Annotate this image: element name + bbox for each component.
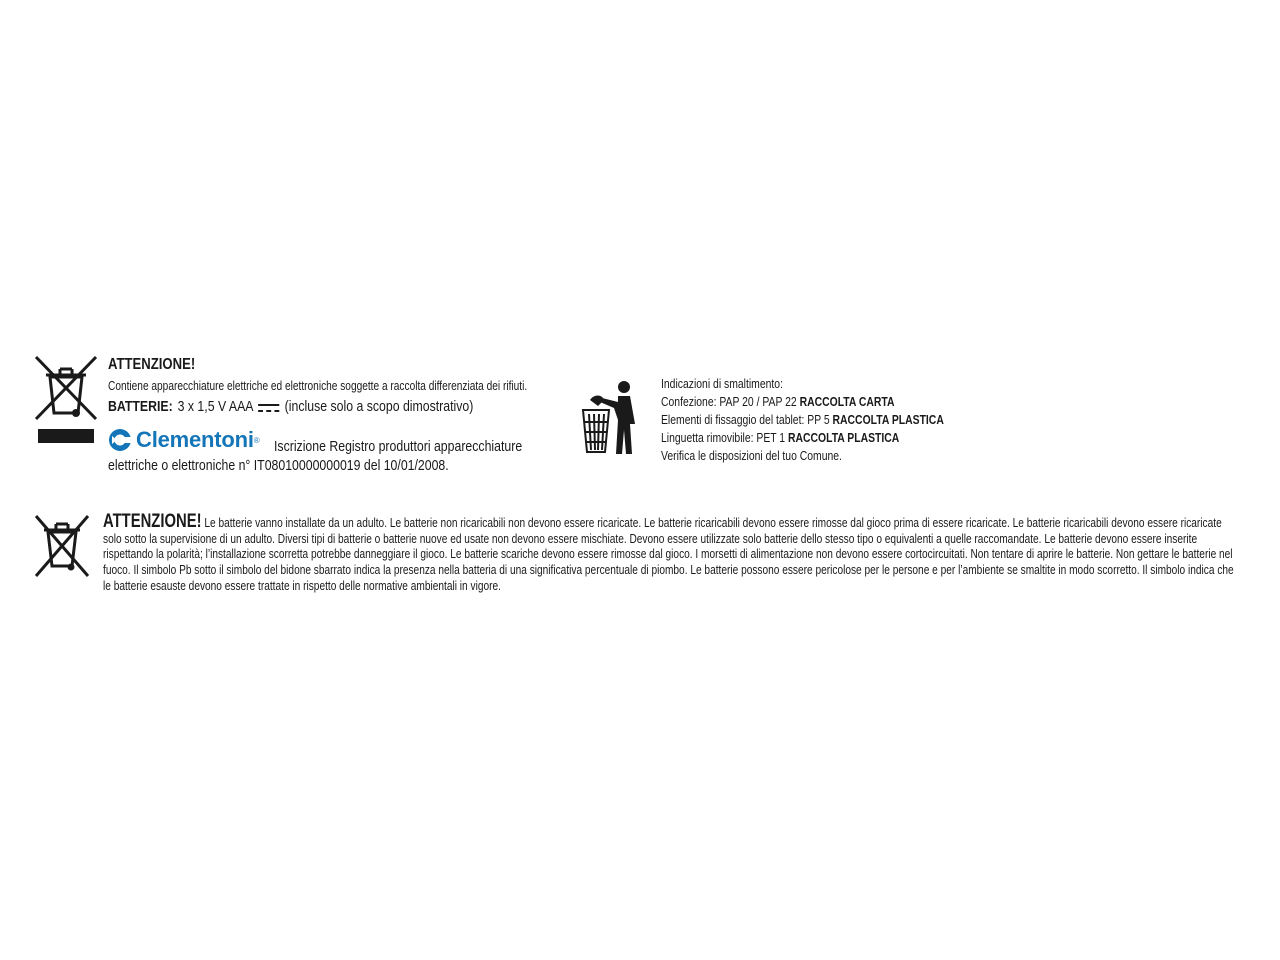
disposal-item-label: Linguetta rimovibile: PET 1 (661, 430, 786, 445)
disposal-footer: Verifica le disposizioni del tuo Comune. (661, 448, 842, 463)
tidyman-bin-icon (580, 378, 642, 456)
batteries-label: BATTERIE: (108, 398, 173, 415)
registered-mark: ® (253, 435, 260, 445)
disposal-heading: Indicazioni di smaltimento: (661, 376, 783, 391)
disposal-item-label: Elementi di fissaggio del tablet: PP 5 (661, 412, 830, 427)
battery-warning-block (103, 511, 1242, 594)
registry-line-1: Iscrizione Registro produttori apparecchiature (274, 438, 523, 455)
batteries-note: (incluse solo a scopo dimostrativo) (284, 398, 474, 415)
brand-name: Clementoni (136, 427, 254, 452)
clementoni-logo (108, 428, 260, 452)
crossed-bin-icon (34, 355, 98, 443)
registry-line-2: elettriche o elettroniche n° IT08010000000019 del 10/01/2008. (108, 457, 449, 474)
disposal-item (661, 412, 944, 427)
battery-warning-title: ATTENZIONE! (103, 511, 202, 532)
disposal-item-bin: RACCOLTA CARTA (799, 394, 895, 409)
disposal-item-label: Confezione: PAP 20 / PAP 22 (661, 394, 797, 409)
direct-current-icon (258, 403, 279, 413)
disposal-item-bin: RACCOLTA PLASTICA (832, 412, 944, 427)
weee-warning-title: ATTENZIONE! (108, 356, 196, 373)
disposal-item-bin: RACCOLTA PLASTICA (788, 430, 900, 445)
clementoni-logo-icon (108, 428, 132, 452)
batteries-spec: 3 x 1,5 V AAA (177, 398, 254, 415)
disposal-item (661, 394, 895, 409)
disposal-item (661, 430, 899, 445)
crossed-bin-icon (34, 514, 90, 580)
battery-spec-line (108, 398, 473, 415)
weee-warning-text: Contiene apparecchiature elettriche ed elettroniche soggette a raccolta differenziata dei rifiuti. (108, 378, 528, 393)
battery-warning-text: Le batterie vanno installate da un adulto. Le batterie non ricaricabili non devono essere ricaricate. Le batterie ricaricabili devono essere rimosse dal gioco prima di essere ricaricate. Le batterie ricaricabili devono essere ricaricate solo sotto la supervisione di un adulto. Diversi tipi di batterie o batterie nuove ed usate non devono essere mischiate. Devono essere utilizzate solo batterie dello stesso tipo o equivalenti a quelle raccomandate. Le batterie devono essere inserite rispettando la polarità; l’installazione scorretta potrebbe danneggiare il gioco. Le batterie scariche devono essere rimosse dal gioco. I morsetti di alimentazione non devono essere cortocircuitati. Non tentare di aprire le batterie. Non gettare le batterie nel fuoco. Il simbolo Pb sotto il simbolo del bidone sbarrato indica la presenza nella batteria di una significativa percentuale di piombo. Le batterie possono essere pericolose per le persone e per l’ambiente se smaltite in modo scorretto. Il simbolo indica che le batterie esauste devono essere trattate in rispetto delle normative ambientali in vigore. (103, 515, 1234, 593)
